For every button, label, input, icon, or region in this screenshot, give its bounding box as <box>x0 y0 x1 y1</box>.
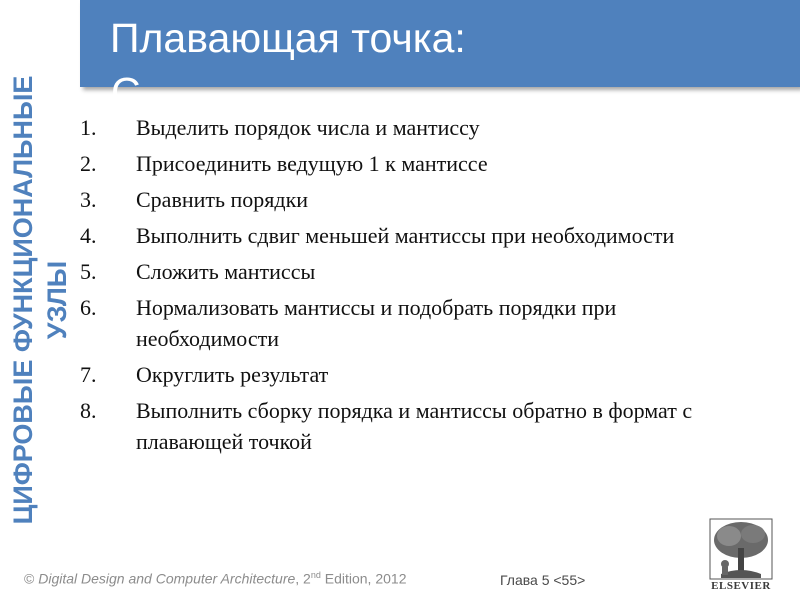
list-item <box>80 395 720 457</box>
list-item <box>80 359 720 390</box>
list-item-number: 2. <box>80 151 97 176</box>
side-label-text <box>6 76 74 525</box>
list-item-number: 3. <box>80 187 97 212</box>
list-item <box>80 112 720 143</box>
list-item <box>80 148 720 179</box>
list-item-text: Присоединить ведущую 1 к мантиссе <box>136 151 488 176</box>
list-item-number: 7. <box>80 362 97 387</box>
list-item-text: Выполнить сдвиг меньшей мантиссы при необходимости <box>136 223 675 248</box>
side-label-line2: УЗЛЫ <box>42 260 72 340</box>
list-item-number: 8. <box>80 398 97 423</box>
slide-title: Плавающая точка: <box>110 15 466 61</box>
list-item-text: Сравнить порядки <box>136 187 309 212</box>
list-item-text: Округлить результат <box>136 362 329 387</box>
book-title: Digital Design and Computer Architecture <box>38 570 296 587</box>
side-label-line1: ЦИФРОВЫЕ ФУНКЦИОНАЛЬНЫЕ <box>8 75 38 525</box>
list-item <box>80 256 720 287</box>
steps-list <box>80 112 720 462</box>
edition-number: , 2 <box>295 570 311 587</box>
side-label <box>0 0 80 560</box>
edition-suffix: nd <box>310 570 321 580</box>
list-item <box>80 292 720 354</box>
list-item-number: 6. <box>80 295 97 320</box>
copyright-symbol: © <box>24 570 39 587</box>
publisher-name: ELSEVIER <box>711 580 771 592</box>
list-item-number: 1. <box>80 115 97 140</box>
title-bar <box>80 0 800 115</box>
list-item <box>80 220 720 251</box>
slide-title-overflow: С <box>111 69 141 115</box>
list-item-text: Выполнить сборку порядка и мантиссы обратно в формат с плавающей точкой <box>136 398 693 454</box>
list-item-text: Сложить мантиссы <box>136 259 316 284</box>
list-item <box>80 184 720 215</box>
list-item-number: 5. <box>80 259 97 284</box>
footer-copyright <box>24 570 406 587</box>
edition-rest: Edition, 2012 <box>320 570 407 587</box>
list-item-text: Выделить порядок числа и мантиссу <box>136 115 480 140</box>
page-number: Глава 5 <55> <box>500 572 586 588</box>
list-item-number: 4. <box>80 223 97 248</box>
list-item-text: Нормализовать мантиссы и подобрать порядки при необходимости <box>136 295 617 351</box>
